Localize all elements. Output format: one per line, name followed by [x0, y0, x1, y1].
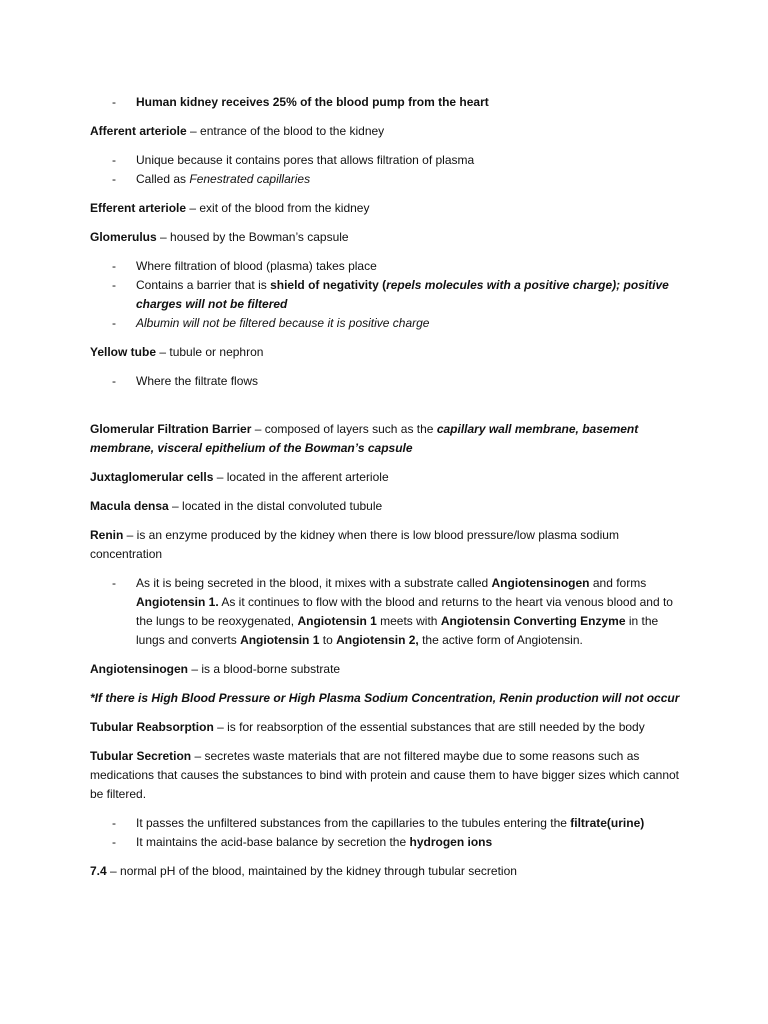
- bullet-dash: -: [112, 153, 116, 167]
- list-item: [90, 372, 690, 391]
- definition: – is for reabsorption of the essential substances that are still needed by the body: [213, 720, 645, 734]
- list-item: [90, 314, 690, 333]
- bullet-dash: -: [112, 576, 116, 590]
- italic-text: Fenestrated capillaries: [189, 172, 311, 186]
- definition: – exit of the blood from the kidney: [186, 201, 370, 215]
- list-item: [90, 170, 690, 189]
- definition-paragraph: [90, 862, 690, 881]
- definition-paragraph: [90, 747, 690, 804]
- text: to: [319, 633, 337, 647]
- bullet-dash: -: [112, 835, 116, 849]
- list-item: [90, 276, 690, 314]
- bullet-list: [90, 151, 690, 189]
- text: As it is being secreted in the blood, it mixes with a substrate called: [136, 576, 492, 590]
- definition: – composed of layers such as the: [251, 422, 437, 436]
- bullet-dash: -: [112, 172, 116, 186]
- document-body: [90, 93, 690, 891]
- italic-text: Albumin will not be filtered because it is positive charge: [136, 316, 430, 330]
- bold-text: 25%: [272, 95, 297, 109]
- bullet-dash: -: [112, 259, 116, 273]
- bullet-dash: -: [112, 316, 116, 330]
- text: Where the filtrate flows: [136, 374, 259, 388]
- definition-paragraph: [90, 228, 690, 247]
- text: It maintains the acid-base balance by secretion the: [136, 835, 410, 849]
- bullet-dash: -: [112, 95, 116, 109]
- bullet-dash: -: [112, 374, 116, 388]
- bold-text: Angiotensin 1: [297, 614, 377, 628]
- term: Tubular Secretion: [90, 749, 192, 763]
- bold-text: Angiotensin 1.: [136, 595, 219, 609]
- bold-italic-text: capillary wall membrane, basement membrane, visceral epithelium of the Bowman’s capsule: [90, 422, 639, 455]
- list-item: [90, 257, 690, 276]
- list-item: [90, 833, 690, 852]
- list-item: [90, 93, 690, 112]
- definition: – housed by the Bowman’s capsule: [156, 230, 349, 244]
- definition: – normal pH of the blood, maintained by the kidney through tubular secretion: [106, 864, 517, 878]
- term: Glomerulus: [90, 230, 157, 244]
- note-paragraph: [90, 689, 690, 708]
- bullet-list: [90, 257, 690, 333]
- bold-italic-text: *If there is High Blood Pressure or High Plasma Sodium Concentration, Renin production will not occur: [90, 691, 680, 705]
- text: and forms: [589, 576, 647, 590]
- bold-text: Angiotensin 2,: [336, 633, 419, 647]
- text: of the blood pump from the heart: [296, 95, 489, 109]
- definition: – located in the afferent arteriole: [213, 470, 389, 484]
- definition-paragraph: [90, 343, 690, 362]
- term: Tubular Reabsorption: [90, 720, 214, 734]
- list-item: [90, 151, 690, 170]
- bullet-list: [90, 574, 690, 650]
- bold-text: hydrogen ions: [409, 835, 493, 849]
- definition: – secretes waste materials that are not filtered maybe due to some reasons such as medications that causes the substances to bind with protein and cause them to have bigger sizes which cannot be filtered.: [90, 749, 680, 801]
- text: Where filtration of blood (plasma) takes place: [136, 259, 377, 273]
- term: Yellow tube: [90, 345, 157, 359]
- text: Unique because it contains pores that allows filtration of plasma: [136, 153, 475, 167]
- term: Juxtaglomerular cells: [90, 470, 214, 484]
- bold-italic-text: repels molecules with a positive charge); positive charges will not be filtered: [136, 278, 669, 311]
- list-item: [90, 814, 690, 833]
- term: Efferent arteriole: [90, 201, 187, 215]
- text: It passes the unfiltered substances from the capillaries to the tubules entering the: [136, 816, 571, 830]
- blank-line: [90, 401, 690, 420]
- text: Human kidney receives: [136, 95, 273, 109]
- definition-paragraph: [90, 718, 690, 737]
- term: Macula densa: [90, 499, 169, 513]
- text: in the lungs and converts: [136, 614, 659, 647]
- definition-paragraph: [90, 468, 690, 487]
- definition: – tubule or nephron: [156, 345, 264, 359]
- definition: – entrance of the blood to the kidney: [186, 124, 385, 138]
- bullet-list: [90, 93, 690, 112]
- definition-paragraph: [90, 497, 690, 516]
- definition-paragraph: [90, 526, 690, 564]
- bullet-list: [90, 814, 690, 852]
- definition: – is a blood-borne substrate: [188, 662, 341, 676]
- text: As it continues to flow with the blood and returns to the heart via venous blood and to the lungs to be reoxygenated,: [136, 595, 673, 628]
- bullet-list: [90, 372, 690, 391]
- term: Renin: [90, 528, 124, 542]
- term: Angiotensinogen: [90, 662, 188, 676]
- bold-text: Angiotensin Converting Enzyme: [440, 614, 626, 628]
- text: the active form of Angiotensin.: [418, 633, 583, 647]
- bullet-dash: -: [112, 816, 116, 830]
- definition-paragraph: [90, 660, 690, 679]
- definition: – located in the distal convoluted tubule: [168, 499, 383, 513]
- term: Glomerular Filtration Barrier: [90, 422, 252, 436]
- bold-text: filtrate(urine): [570, 816, 645, 830]
- bold-text: Angiotensinogen: [491, 576, 590, 590]
- bold-text: shield of negativity (: [270, 278, 387, 292]
- definition-paragraph: [90, 199, 690, 218]
- definition-paragraph: [90, 122, 690, 141]
- text: Called as: [136, 172, 190, 186]
- definition: – is an enzyme produced by the kidney when there is low blood pressure/low plasma sodium concentration: [90, 528, 619, 561]
- bold-text: Angiotensin 1: [240, 633, 320, 647]
- definition-paragraph: [90, 420, 690, 458]
- text: Contains a barrier that is: [136, 278, 271, 292]
- list-item: [90, 574, 690, 650]
- text: meets with: [376, 614, 441, 628]
- term: 7.4: [90, 864, 107, 878]
- term: Afferent arteriole: [90, 124, 187, 138]
- bullet-dash: -: [112, 278, 116, 292]
